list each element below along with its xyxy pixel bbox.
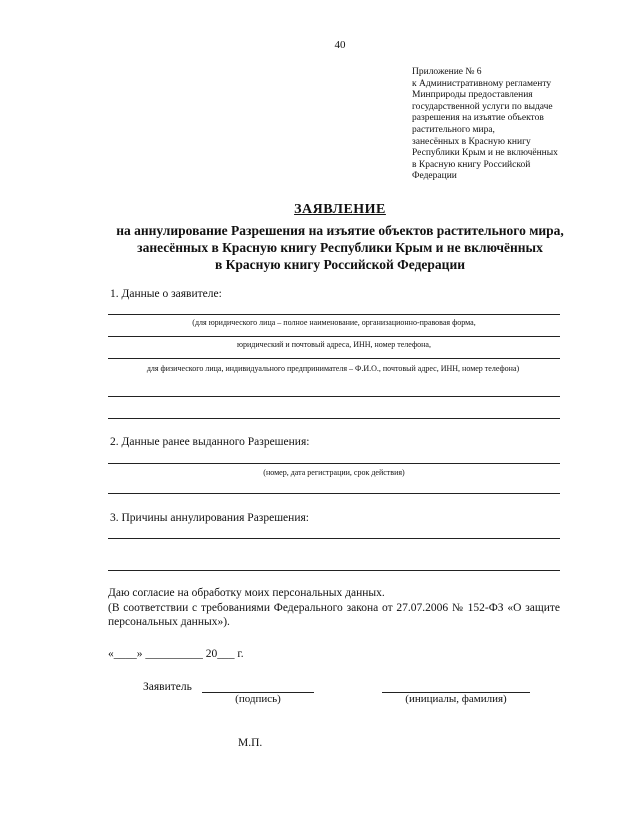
appendix-line: к Административному регламенту — [412, 78, 552, 89]
appendix-line: в Красную книгу Российской — [412, 159, 531, 170]
section1-field-line[interactable] — [108, 418, 560, 419]
section1-field-line[interactable] — [108, 336, 560, 337]
section1-field-line[interactable] — [108, 358, 560, 359]
name-caption: (инициалы, фамилия) — [405, 693, 507, 705]
appendix-line: занесённых в Красную книгу — [412, 136, 531, 147]
section1-hint: (для юридического лица – полное наименование, организационно-правовая форма, — [192, 318, 476, 327]
section1-field-line[interactable] — [108, 396, 560, 397]
date-field[interactable]: «____» __________ 20___ г. — [108, 648, 244, 660]
section1-field-line[interactable] — [108, 314, 560, 315]
appendix-line: Федерации — [412, 171, 457, 182]
consent-block — [108, 586, 560, 630]
title-line: в Красную книгу Российской Федерации — [214, 257, 466, 272]
consent-line: персональных данных»). — [108, 616, 230, 628]
consent-line: Даю согласие на обработку моих персональных данных. — [108, 587, 385, 599]
appendix-line: Приложение № 6 — [412, 67, 482, 77]
appendix-line: государственной услуги по выдаче — [412, 101, 553, 112]
section2-field-line[interactable] — [108, 463, 560, 464]
stamp-label: М.П. — [238, 737, 263, 749]
signature-caption: (подпись) — [235, 693, 281, 705]
section2-field-line[interactable] — [108, 493, 560, 494]
section1-hint: для физического лица, индивидуального предпринимателя – Ф.И.О., почтовый адрес, ИНН, номер телефона) — [146, 364, 520, 373]
appendix-line: разрешения на изъятие объектов — [412, 113, 544, 124]
document-title — [90, 202, 590, 273]
title-line: на аннулирование Разрешения на изъятие объектов растительного мира, — [116, 223, 564, 238]
section3-label: 3. Причины аннулирования Разрешения: — [110, 512, 309, 524]
section2-label: 2. Данные ранее выданного Разрешения: — [110, 436, 310, 448]
title-main: ЗАЯВЛЕНИЕ — [294, 202, 386, 217]
section3-field-line[interactable] — [108, 570, 560, 571]
section2-hint: (номер, дата регистрации, срок действия) — [263, 468, 405, 477]
applicant-label: Заявитель — [143, 681, 192, 693]
section1-hint: юридический и почтовый адреса, ИНН, номер телефона, — [237, 340, 431, 349]
consent-line: (В соответствии с требованиями Федерального закона от 27.07.2006 № 152-ФЗ «О защите — [108, 601, 560, 614]
page-number: 40 — [334, 39, 346, 51]
appendix-block — [412, 67, 572, 183]
section1-label: 1. Данные о заявителе: — [110, 288, 222, 300]
appendix-line: растительного мира, — [412, 124, 495, 135]
appendix-line: Республики Крым и не включённых — [412, 148, 558, 159]
section3-field-line[interactable] — [108, 538, 560, 539]
title-line: занесённых в Красную книгу Республики Крым и не включённых — [137, 240, 543, 255]
appendix-line: Минприроды предоставления — [412, 90, 533, 101]
